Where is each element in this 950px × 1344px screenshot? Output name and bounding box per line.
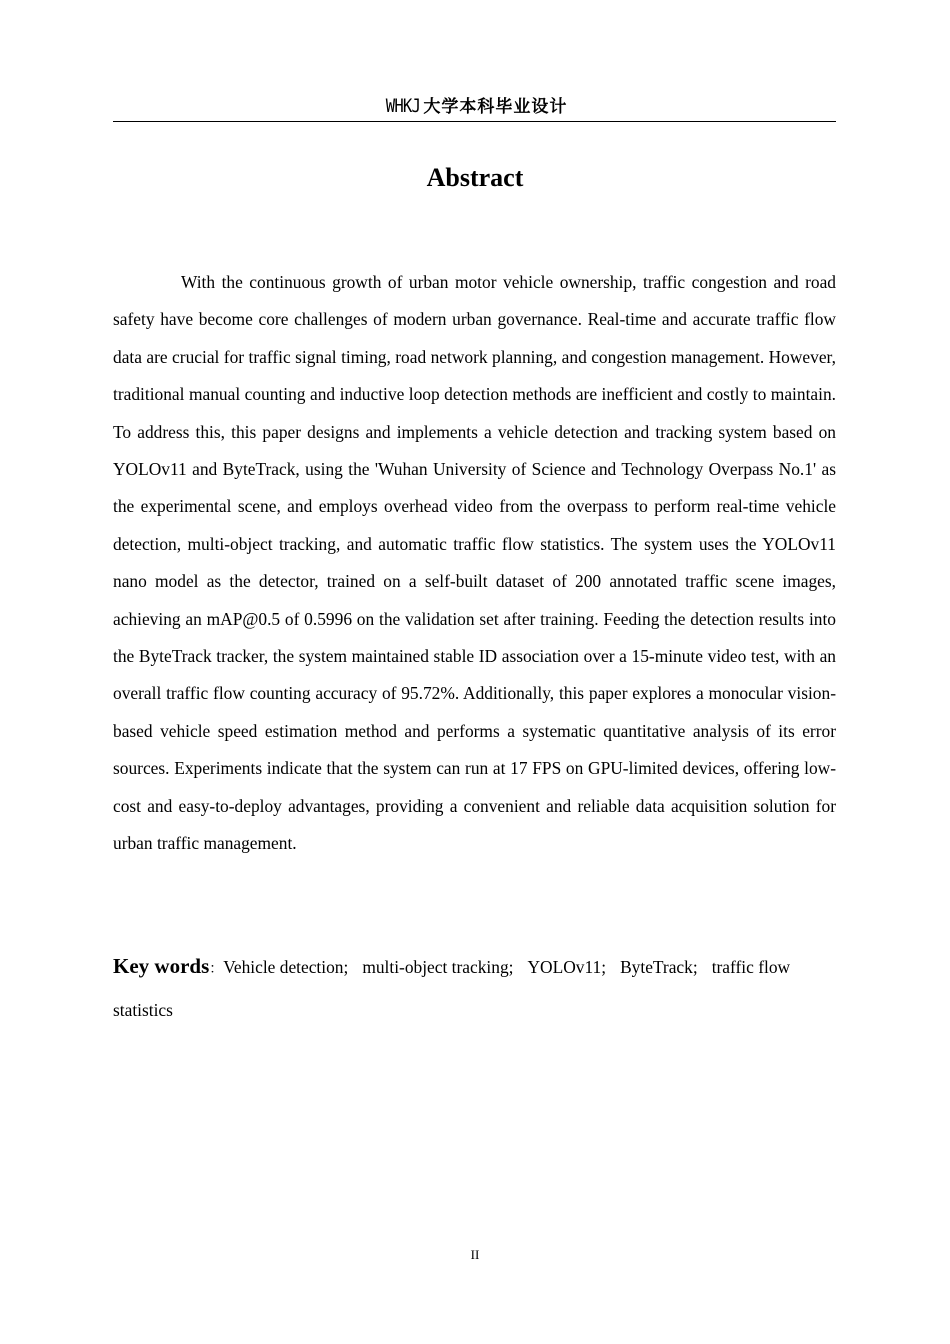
header-cjk: 大学本科毕业设计	[423, 97, 568, 117]
keyword-term: Vehicle detection;	[223, 957, 349, 977]
keyword-term: traffic flow statistics	[113, 957, 791, 1020]
abstract-title: Abstract	[426, 163, 524, 192]
keyword-term: multi-object tracking;	[362, 957, 514, 977]
header-title	[382, 92, 568, 122]
keywords	[113, 946, 836, 1031]
page-header	[113, 92, 836, 122]
keyword-term: ByteTrack;	[620, 957, 698, 977]
keyword-term: YOLOv11;	[527, 957, 607, 977]
keywords-separator: ：	[209, 962, 224, 977]
page-number: II	[470, 1247, 480, 1262]
abstract-body: With the continuous growth of urban motor vehicle ownership, traffic congestion and road safety have become core challenges of modern urban governance. Real-time and accurate traffic flow data are crucial for traffic signal timing, road network planning, and congestion management. However, traditional manual counting and inductive loop detection methods are inefficient and costly to maintain. To address this, this paper designs and implements a vehicle detection and tracking system based on YOLOv11 and ByteTrack, using the 'Wuhan University of Science and Technology Overpass No.1' as the experimental scene, and employs overhead video from the overpass to perform real-time vehicle detection, multi-object tracking, and automatic traffic flow statistics. The system uses the YOLOv11 nano model as the detector, trained on a self-built dataset of 200 annotated traffic scene images, achieving an mAP@0.5 of 0.5996 on the validation set after training. Feeding the detection results into the ByteTrack tracker, the system maintained stable ID association over a 15-minute video test, with an overall traffic flow counting accuracy of 95.72%. Additionally, this paper explores a monocular vision-based vehicle speed estimation method and performs a systematic quantitative analysis of its error sources. Experiments indicate that the system can run at 17 FPS on GPU-limited devices, offering low-cost and easy-to-deploy advantages, providing a convenient and reliable data acquisition solution for urban traffic management.	[113, 272, 836, 854]
header-latin: WHKJ	[385, 95, 420, 117]
keywords-label: Key words	[113, 954, 210, 978]
